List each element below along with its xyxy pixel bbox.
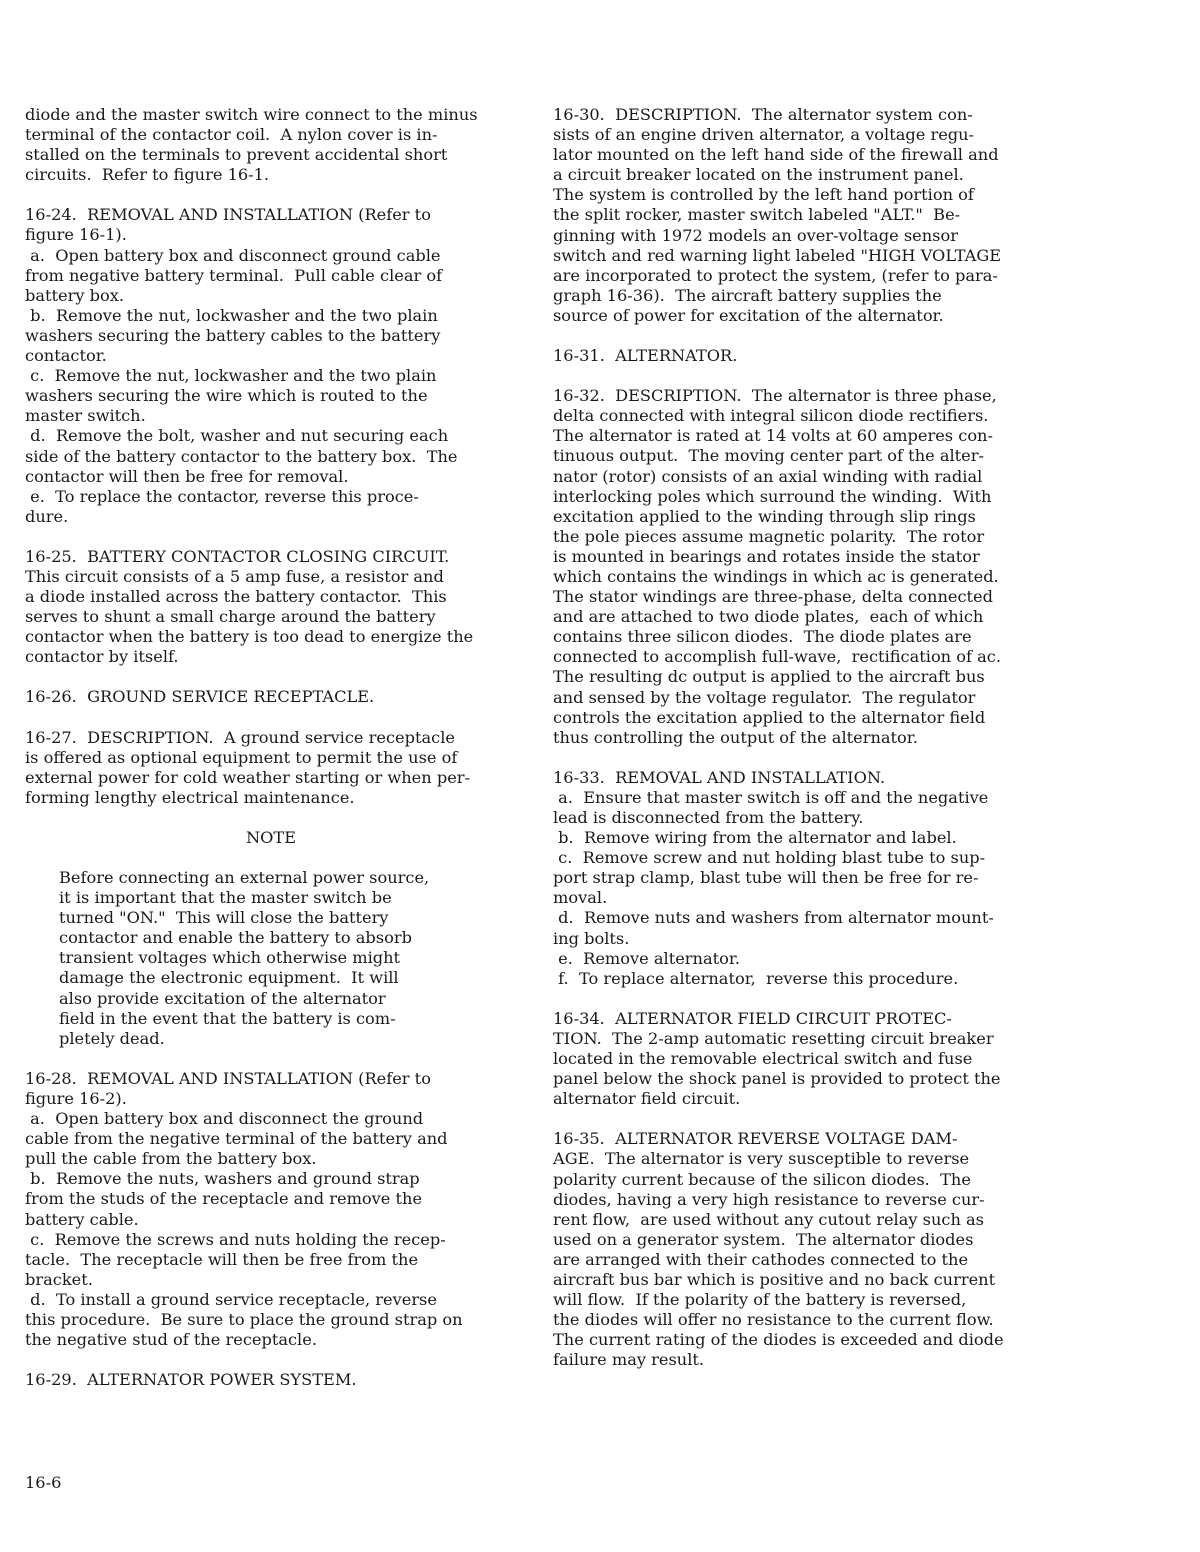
section-16-34-field-circuit-protection: 16-34. ALTERNATOR FIELD CIRCUIT PROTEC- TION. The 2-amp automatic resetting circuit breaker located in the removable electrical switch and fuse panel below the shock panel is provided to protect the alternator field circuit. [553,1008,1001,1109]
intro-paragraph: diode and the master switch wire connect to the minus terminal of the contactor coil. A nylon cover is in- stalled on the terminals to prevent accidental short circuits. Refer to figure 16-1. [25,105,478,185]
section-16-33-removal-installation: 16-33. REMOVAL AND INSTALLATION. a. Ensure that master switch is off and the negative lead is disconnected from the battery. b. Remove wiring from the alternator and label. c. Remove screw and nut holding blast tube to sup- port strap clamp, blast tube will then be free for re- moval. d. Remove nuts and washers from alternator mount- ing bolts. e. Remove alternator. f. To replace alternator, reverse this procedure. [553,767,994,988]
left-column [25,105,517,1390]
section-16-28-removal-installation: 16-28. REMOVAL AND INSTALLATION (Refer to figure 16-2). a. Open battery box and disconnect the ground cable from the negative terminal of the battery and pull the cable from the battery box. b. Remove the nuts, washers and ground strap from the studs of the receptacle and remove the battery cable. c. Remove the screws and nuts holding the recep- tacle. The receptacle will then be free from the bracket. d. To install a ground service receptacle, reverse this procedure. Be sure to place the ground strap on the negative stud of the receptacle. [25,1068,463,1350]
section-16-29-alternator-power-system: 16-29. ALTERNATOR POWER SYSTEM. [25,1370,357,1390]
section-16-26-ground-service-receptacle: 16-26. GROUND SERVICE RECEPTACLE. [25,687,375,707]
section-16-32-description: 16-32. DESCRIPTION. The alternator is three phase, delta connected with integral silicon diode rectifiers. The alternator is rated at 14 volts at 60 amperes con- tinuous output. The moving center part of the alter- nator (rotor) consists of an axial winding with radial interlocking poles which surround the winding. With excitation applied to the winding through slip rings the pole pieces assume magnetic polarity. The rotor is mounted in bearings and rotates inside the stator which contains the windings in which ac is generated. The stator windings are three-phase, delta connected and are attached to two diode plates, each of which contains three silicon diodes. The diode plates are connected to accomplish full-wave, rectification of ac. The resulting dc output is applied to the aircraft bus and sensed by the voltage regulator. The regulator controls the excitation applied to the alternator field thus controlling the output of the alternator. [553,386,1002,747]
section-16-24-removal-installation: 16-24. REMOVAL AND INSTALLATION (Refer to figure 16-1). a. Open battery box and disconnect ground cable from negative battery terminal. Pull cable clear of battery box. b. Remove the nut, lockwasher and the two plain washers securing the battery cables to the battery contactor. c. Remove the nut, lockwasher and the two plain washers securing the wire which is routed to the master switch. d. Remove the bolt, washer and nut securing each side of the battery contactor to the battery box. The contactor will then be free for removal. e. To replace the contactor, reverse this proce- dure. [25,205,458,526]
note-title: NOTE [245,827,297,847]
right-column [553,105,1050,1370]
section-16-31-alternator: 16-31. ALTERNATOR. [553,346,738,366]
section-16-30-description: 16-30. DESCRIPTION. The alternator system con- sists of an engine driven alternator, a voltage regu- lator mounted on the left hand side of the firewall and a circuit breaker located on the instrument panel. The system is controlled by the left hand portion of the split rocker, master switch labeled "ALT." Be- ginning with 1972 models an over-voltage sensor switch and red warning light labeled "HIGH VOLTAGE are incorporated to protect the system, (refer to para- graph 16-36). The aircraft battery supplies the source of power for excitation of the alternator. [553,105,1002,325]
section-16-35-reverse-voltage-damage: 16-35. ALTERNATOR REVERSE VOLTAGE DAM- AGE. The alternator is very susceptible to reverse polarity current because of the silicon diodes. The diodes, having a very high resistance to reverse cur- rent flow, are used without any cutout relay such as used on a generator system. The alternator diodes are arranged with their cathodes connected to the aircraft bus bar which is positive and no back current will flow. If the polarity of the battery is reversed, the diodes will offer no resistance to the current flow. The current rating of the diodes is exceeded and diode failure may result. [553,1129,1004,1370]
note-body: Before connecting an external power source, it is important that the master switch be turned "ON." This will close the battery contactor and enable the battery to absorb transient voltages which otherwise might damage the electronic equipment. It will also provide excitation of the alternator field in the event that the battery is com- pletely dead. [59,868,430,1048]
section-16-25-battery-contactor-closing-circuit: 16-25. BATTERY CONTACTOR CLOSING CIRCUIT. This circuit consists of a 5 amp fuse, a resistor and a diode installed across the battery contactor. This serves to shunt a small charge around the battery contactor when the battery is too dead to energize the contactor by itself. [25,546,474,667]
page-number: 16-6 [25,1473,62,1492]
section-16-27-description: 16-27. DESCRIPTION. A ground service receptacle is offered as optional equipment to permit the use of external power for cold weather starting or when per- forming lengthy electrical maintenance. [25,727,470,807]
